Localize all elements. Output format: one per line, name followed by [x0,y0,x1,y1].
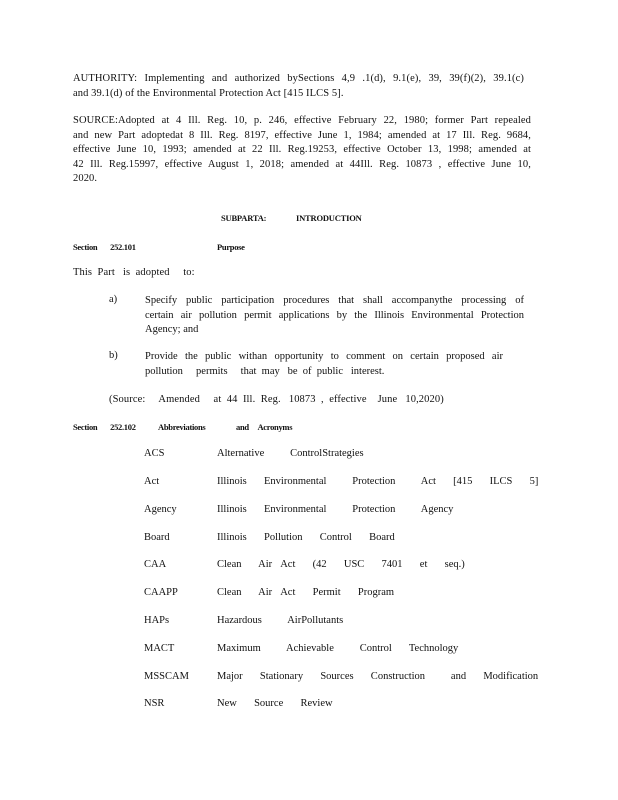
item-a-line: certain air pollution permit applications by the Illinois Environmental Protection [145,309,524,321]
section-101-source-note: (Source: Amended at 44 Ill. Reg. 10873 , effective June 10,2020) [109,394,444,405]
abbr-meaning: Hazardous AirPollutants [217,615,344,626]
subpart-title: INTRODUCTION [296,213,362,223]
item-a-text [145,294,524,338]
section-102-number: Section 252.102 [73,422,136,432]
abbr-meaning: New Source Review [217,698,333,709]
source-line: SOURCE:Adopted at 4 Ill. Reg. 10, p. 246, effective February 22, 1980; former Part repealed [73,115,531,126]
authority-line: and 39.1(d) of the Environmental Protection Act [415 ILCS 5]. [73,87,344,99]
section-101-title: Purpose [217,242,245,252]
item-b-marker: b) [109,350,118,361]
item-a-line: Specify public participation procedures that shall accompanythe processing of [145,295,524,306]
abbr-meaning: Illinois Environmental Protection Agency [217,504,454,515]
item-b-line: Provide the public withan opportunity to comment on certain proposed air [145,351,503,362]
abbr-term: HAPs [144,615,170,626]
item-b-text [145,350,503,379]
abbr-meaning: Clean Air Act (42 USC 7401 et seq.) [217,559,465,570]
source-line: 42 Ill. Reg.15997, effective August 1, 2018; amended at 44Ill. Reg. 10873 , effective June 10, [73,158,531,170]
source-line: and new Part adoptedat 8 Ill. Reg. 8197, effective June 1, 1984; amended at 17 Ill. Reg. 9684, [73,129,531,141]
abbr-term: Act [144,476,160,487]
authority-line: AUTHORITY: Implementing and authorized bySections 4,9 .1(d), 9.1(e), 39, 39(f)(2), 39.1(c) [73,73,524,84]
abbr-meaning: Major Stationary Sources Construction and Modification [217,671,539,682]
section-102-title: Abbreviations [158,422,206,432]
abbr-meaning: Alternative ControlStrategies [217,448,364,459]
item-a-marker: a) [109,294,118,305]
subpart-label: SUBPARTA: [221,213,267,223]
abbr-meaning: Maximum Achievable Control Technology [217,643,459,654]
abbr-term: MACT [144,643,175,654]
source-line: 2020. [73,173,98,184]
abbr-term: MSSCAM [144,671,189,682]
item-a-line: Agency; and [145,324,199,335]
item-b-line: pollution permits that may be of public interest. [145,365,385,377]
abbr-term: ACS [144,448,165,459]
section-101-number: Section 252.101 [73,242,136,252]
abbr-meaning: Illinois Pollution Control Board [217,532,395,543]
section-101-intro: This Part is adopted to: [73,267,195,278]
source-paragraph [73,114,531,187]
abbr-term: Board [144,532,170,543]
source-line: effective June 10, 1993; amended at 22 Ill. Reg.19253, effective October 13, 1998; amended at [73,144,531,155]
abbr-term: Agency [144,504,177,515]
abbr-term: NSR [144,698,165,709]
authority-paragraph [73,72,524,101]
abbr-meaning: Clean Air Act Permit Program [217,587,395,598]
abbr-meaning: Illinois Environmental Protection Act [415 ILCS 5] [217,476,539,487]
section-102-title-continued: and Acronyms [236,422,293,432]
abbr-term: CAAPP [144,587,178,598]
abbr-term: CAA [144,559,167,570]
